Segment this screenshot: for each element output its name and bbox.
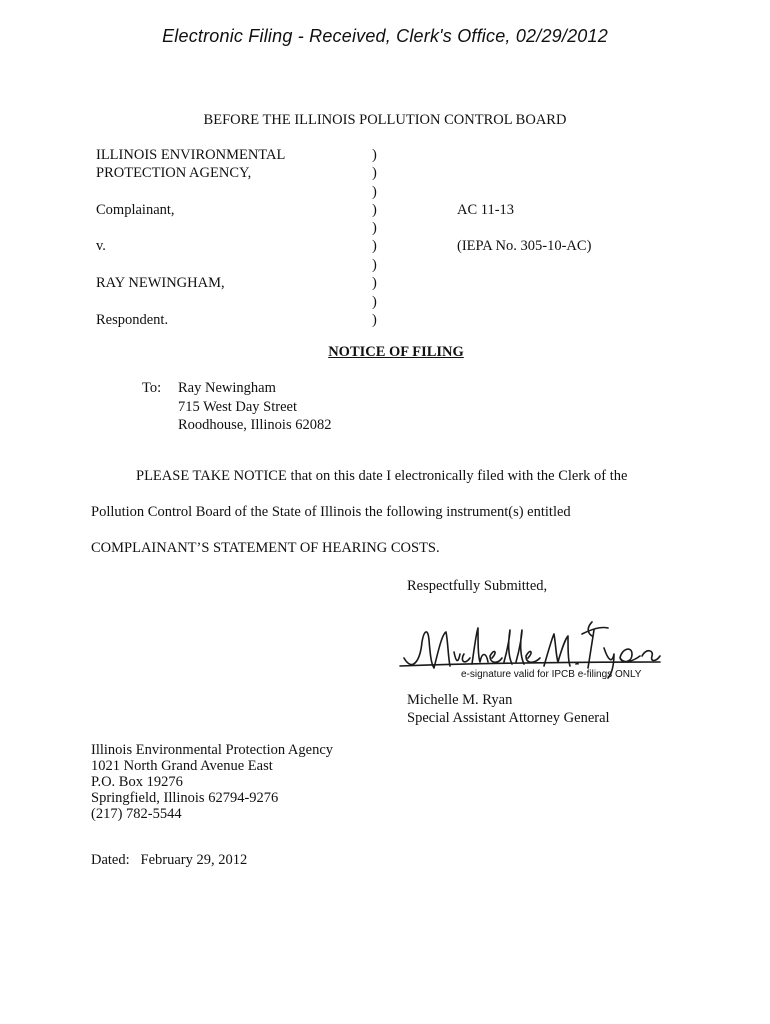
- respondent-role: Respondent.: [96, 312, 169, 328]
- recipient-name: Ray Newingham: [178, 380, 276, 396]
- caption-paren: ): [372, 202, 377, 218]
- agency-city: Springfield, Illinois 62794-9276: [91, 790, 279, 806]
- esignature-note: e-signature valid for IPCB e-filings ONLY: [461, 669, 642, 680]
- caption-paren: ): [372, 294, 377, 310]
- caption-paren: ): [372, 165, 377, 181]
- caption-paren: ): [372, 312, 377, 328]
- complainant-name-line1: ILLINOIS ENVIRONMENTAL: [96, 147, 286, 163]
- caption-paren: ): [372, 238, 377, 254]
- notice-title: NOTICE OF FILING: [328, 344, 464, 360]
- caption-paren: ): [372, 257, 377, 273]
- agency-name: Illinois Environmental Protection Agency: [91, 742, 334, 758]
- agency-po-box: P.O. Box 19276: [91, 774, 183, 790]
- caption-paren: ): [372, 184, 377, 200]
- caption-paren: ): [372, 220, 377, 236]
- complainant-role: Complainant,: [96, 202, 175, 218]
- complainant-name-line2: PROTECTION AGENCY,: [96, 165, 252, 181]
- agency-street: 1021 North Grand Avenue East: [91, 758, 273, 774]
- body-line-3: COMPLAINANT’S STATEMENT OF HEARING COSTS.: [91, 540, 440, 556]
- respondent-name: RAY NEWINGHAM,: [96, 275, 225, 291]
- recipient-street: 715 West Day Street: [178, 399, 297, 415]
- iepa-number: (IEPA No. 305-10-AC): [457, 238, 592, 254]
- to-label: To:: [142, 380, 162, 396]
- signer-title: Special Assistant Attorney General: [407, 710, 610, 726]
- signer-name: Michelle M. Ryan: [407, 692, 513, 708]
- court-heading: BEFORE THE ILLINOIS POLLUTION CONTROL BOARD: [203, 112, 567, 128]
- case-number: AC 11-13: [457, 202, 515, 218]
- caption-paren: ): [372, 275, 377, 291]
- caption-paren: ): [372, 147, 377, 163]
- recipient-city: Roodhouse, Illinois 62082: [178, 417, 332, 433]
- filing-stamp-header: Electronic Filing - Received, Clerk's Office, 02/29/2012: [162, 26, 608, 46]
- dated-line: Dated: February 29, 2012: [91, 852, 248, 868]
- closing: Respectfully Submitted,: [407, 578, 548, 594]
- agency-phone: (217) 782-5544: [91, 806, 182, 822]
- versus-label: v.: [96, 238, 106, 254]
- body-line-1: PLEASE TAKE NOTICE that on this date I electronically filed with the Clerk of the: [136, 468, 628, 484]
- body-line-2: Pollution Control Board of the State of Illinois the following instrument(s) entitled: [91, 504, 571, 520]
